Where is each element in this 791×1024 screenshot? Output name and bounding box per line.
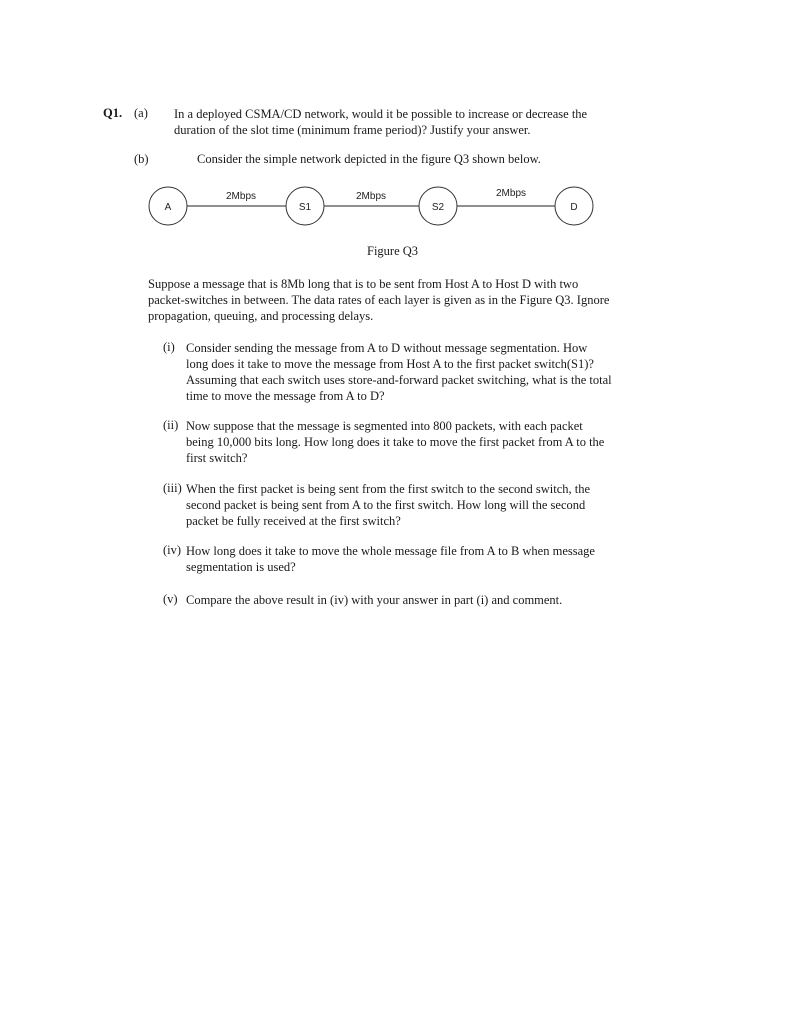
scenario-line: propagation, queuing, and processing delays. — [148, 309, 374, 323]
node-s1-label: S1 — [298, 202, 312, 213]
node-s2-label: S2 — [431, 202, 445, 213]
part-b-intro: Consider the simple network depicted in the figure Q3 shown below. — [197, 152, 541, 166]
part-a-line: In a deployed CSMA/CD network, would it be possible to increase or decrease the — [174, 107, 588, 121]
subpart-ii-label: (ii) — [163, 418, 179, 432]
subpart-line: Assuming that each switch uses store-and-forward packet switching, what is the total — [186, 373, 612, 387]
subpart-line: Consider sending the message from A to D without message segmentation. How — [186, 341, 588, 355]
link-s2-d-rate: 2Mbps — [495, 188, 527, 199]
scenario-paragraph — [148, 276, 648, 324]
subpart-ii-text — [186, 418, 604, 466]
part-a-label: (a) — [134, 106, 148, 120]
part-a-text — [174, 106, 587, 138]
scenario-line: Suppose a message that is 8Mb long that is to be sent from Host A to Host D with two — [148, 277, 579, 291]
network-diagram — [0, 182, 791, 242]
subpart-v-label: (v) — [163, 592, 178, 606]
figure-caption: Figure Q3 — [367, 244, 419, 258]
subpart-line: time to move the message from A to D? — [186, 389, 385, 403]
subpart-line: Compare the above result in (iv) with your answer in part (i) and comment. — [186, 593, 563, 607]
subpart-line: segmentation is used? — [186, 560, 296, 574]
node-d-label: D — [570, 202, 578, 213]
subpart-line: How long does it take to move the whole message file from A to B when message — [186, 544, 595, 558]
subpart-line: being 10,000 bits long. How long does it take to move the first packet from A to the — [186, 435, 605, 449]
subpart-line: When the first packet is being sent from the first switch to the second switch, the — [186, 482, 591, 496]
subpart-line: long does it take to move the message from Host A to the first packet switch(S1)? — [186, 357, 594, 371]
subpart-iv-text — [186, 543, 595, 575]
scenario-line: packet-switches in between. The data rates of each layer is given as in the Figure Q3. Ignore — [148, 293, 610, 307]
question-number: Q1. — [103, 106, 123, 120]
subpart-iii-text — [186, 481, 590, 529]
subpart-iii-label: (iii) — [163, 481, 182, 495]
link-a-s1-rate: 2Mbps — [225, 191, 257, 202]
subpart-line: second packet is being sent from A to the first switch. How long will the second — [186, 498, 586, 512]
subpart-i-text — [186, 340, 612, 404]
subpart-i-label: (i) — [163, 340, 175, 354]
subpart-iv-label: (iv) — [163, 543, 182, 557]
subpart-v-text — [186, 592, 562, 608]
subpart-line: first switch? — [186, 451, 248, 465]
subpart-line: packet be fully received at the first switch? — [186, 514, 401, 528]
part-b-label: (b) — [134, 152, 149, 166]
node-a-label: A — [164, 202, 172, 213]
part-a-line: duration of the slot time (minimum frame period)? Justify your answer. — [174, 123, 531, 137]
subpart-line: Now suppose that the message is segmented into 800 packets, with each packet — [186, 419, 583, 433]
link-s1-s2-rate: 2Mbps — [355, 191, 387, 202]
